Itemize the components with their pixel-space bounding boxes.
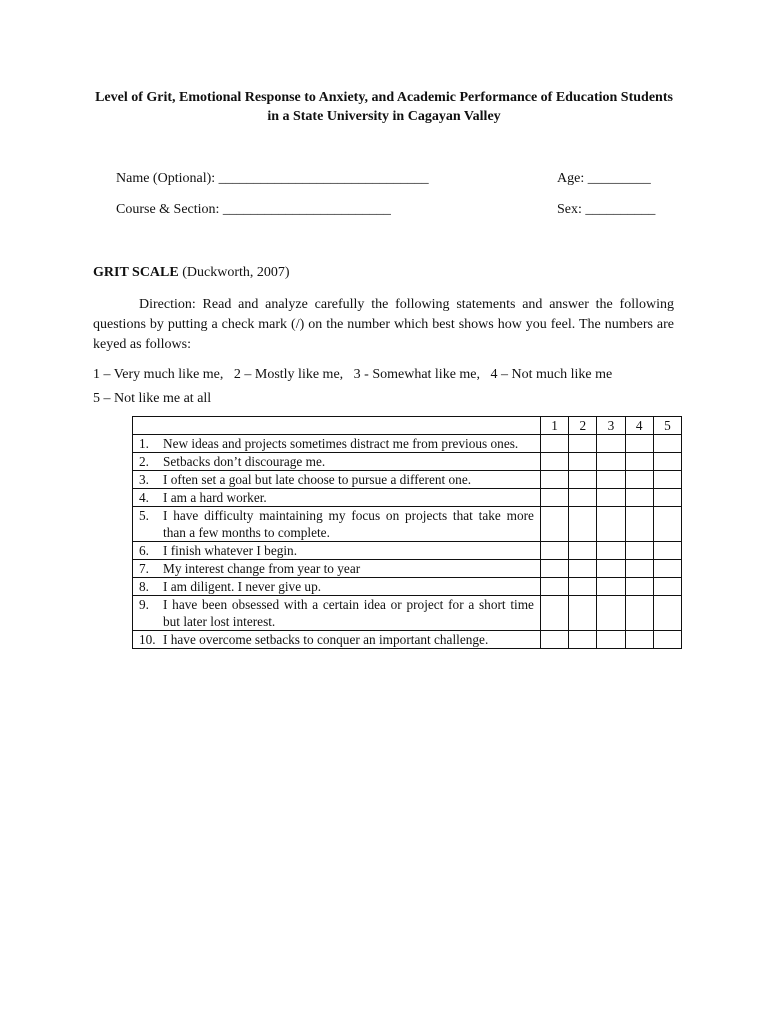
course-section-field[interactable]: Course & Section: ________________________	[116, 202, 391, 217]
rating-box-3[interactable]	[597, 471, 625, 489]
rating-box-1[interactable]	[540, 578, 568, 596]
item-number: 5.	[139, 508, 149, 523]
rating-box-1[interactable]	[540, 560, 568, 578]
table-header-row	[133, 417, 682, 435]
rating-box-2[interactable]	[569, 578, 597, 596]
rating-box-4[interactable]	[625, 542, 653, 560]
rating-box-2[interactable]	[569, 489, 597, 507]
statement-cell	[133, 596, 541, 631]
rating-box-3[interactable]	[597, 596, 625, 631]
rating-box-2[interactable]	[569, 507, 597, 542]
age-field[interactable]: Age: _________	[557, 171, 651, 186]
rating-box-2[interactable]	[569, 596, 597, 631]
item-number: 1.	[139, 436, 149, 451]
scale-title: GRIT SCALE	[93, 265, 179, 280]
rating-box-3[interactable]	[597, 489, 625, 507]
table-row	[133, 578, 682, 596]
column-header: 4	[625, 417, 653, 435]
rating-box-5[interactable]	[653, 489, 681, 507]
rating-box-4[interactable]	[625, 596, 653, 631]
column-header: 3	[597, 417, 625, 435]
rating-box-4[interactable]	[625, 489, 653, 507]
item-text: I have been obsessed with a certain idea or project for a short time but later lost interest.	[163, 597, 534, 629]
statement-item	[133, 507, 540, 541]
statement-cell	[133, 489, 541, 507]
rating-box-2[interactable]	[569, 542, 597, 560]
statement-cell	[133, 631, 541, 649]
rating-box-4[interactable]	[625, 435, 653, 453]
rating-box-4[interactable]	[625, 578, 653, 596]
sex-field[interactable]: Sex: __________	[557, 202, 656, 217]
rating-box-1[interactable]	[540, 596, 568, 631]
item-number: 9.	[139, 597, 149, 612]
name-field[interactable]: Name (Optional): ______________________________	[116, 171, 429, 186]
rating-box-1[interactable]	[540, 453, 568, 471]
rating-box-4[interactable]	[625, 631, 653, 649]
header-blank-cell	[133, 417, 541, 435]
column-header: 1	[540, 417, 568, 435]
statement-item	[133, 435, 540, 452]
rating-box-5[interactable]	[653, 435, 681, 453]
rating-box-2[interactable]	[569, 560, 597, 578]
table-row	[133, 489, 682, 507]
statement-cell	[133, 542, 541, 560]
rating-box-2[interactable]	[569, 453, 597, 471]
item-text: My interest change from year to year	[163, 561, 361, 576]
item-number: 6.	[139, 543, 149, 558]
item-text: New ideas and projects sometimes distract me from previous ones.	[163, 436, 519, 451]
table-row	[133, 507, 682, 542]
statement-item	[133, 578, 540, 595]
rating-box-2[interactable]	[569, 631, 597, 649]
item-number: 8.	[139, 579, 149, 594]
rating-box-3[interactable]	[597, 435, 625, 453]
statement-cell	[133, 453, 541, 471]
item-number: 10.	[139, 632, 156, 647]
rating-box-1[interactable]	[540, 435, 568, 453]
rating-box-4[interactable]	[625, 560, 653, 578]
statement-cell	[133, 507, 541, 542]
table-row	[133, 453, 682, 471]
statement-item	[133, 489, 540, 506]
table-row	[133, 435, 682, 453]
key-line-1: 1 – Very much like me, 2 – Mostly like me, 3 - Somewhat like me, 4 – Not much like me	[93, 367, 613, 382]
item-text: I am diligent. I never give up.	[163, 579, 322, 594]
table-row	[133, 560, 682, 578]
item-number: 4.	[139, 490, 149, 505]
item-text: Setbacks don’t discourage me.	[163, 454, 326, 469]
rating-box-5[interactable]	[653, 507, 681, 542]
item-text: I often set a goal but late choose to pursue a different one.	[163, 472, 472, 487]
item-text: I am a hard worker.	[163, 490, 267, 505]
statement-item	[133, 542, 540, 559]
rating-box-3[interactable]	[597, 507, 625, 542]
rating-box-2[interactable]	[569, 435, 597, 453]
rating-box-4[interactable]	[625, 471, 653, 489]
rating-box-3[interactable]	[597, 578, 625, 596]
rating-box-1[interactable]	[540, 542, 568, 560]
rating-box-1[interactable]	[540, 507, 568, 542]
statement-cell	[133, 471, 541, 489]
direction-paragraph: Direction: Read and analyze carefully the following statements and answer the following questions by putting a check mark (/) on the number which best shows how you feel. The numbers are keyed as follows:	[93, 297, 674, 352]
rating-box-4[interactable]	[625, 507, 653, 542]
statement-item	[133, 631, 540, 648]
statement-cell	[133, 578, 541, 596]
statement-cell	[133, 560, 541, 578]
table-row	[133, 542, 682, 560]
rating-box-3[interactable]	[597, 631, 625, 649]
statement-item	[133, 471, 540, 488]
item-text: I have overcome setbacks to conquer an important challenge.	[163, 632, 489, 647]
item-text: I have difficulty maintaining my focus on projects that take more than a few months to complete.	[163, 508, 534, 540]
section-heading	[93, 264, 290, 282]
rating-box-1[interactable]	[540, 631, 568, 649]
rating-box-5[interactable]	[653, 560, 681, 578]
item-text: I finish whatever I begin.	[163, 543, 298, 558]
rating-box-4[interactable]	[625, 453, 653, 471]
rating-box-5[interactable]	[653, 631, 681, 649]
item-number: 2.	[139, 454, 149, 469]
document-title: Level of Grit, Emotional Response to Anxiety, and Academic Performance of Education Students in a State University in Cagayan Valley	[95, 90, 673, 124]
item-number: 3.	[139, 472, 149, 487]
table-row	[133, 596, 682, 631]
rating-box-3[interactable]	[597, 560, 625, 578]
rating-box-5[interactable]	[653, 453, 681, 471]
statement-cell	[133, 435, 541, 453]
column-header: 2	[569, 417, 597, 435]
rating-box-5[interactable]	[653, 596, 681, 631]
scale-citation: (Duckworth, 2007)	[178, 265, 290, 280]
rating-box-5[interactable]	[653, 578, 681, 596]
column-header: 5	[653, 417, 681, 435]
table-row	[133, 471, 682, 489]
key-line-2: 5 – Not like me at all	[93, 391, 212, 406]
statement-item	[133, 560, 540, 577]
table-row	[133, 631, 682, 649]
rating-box-2[interactable]	[569, 471, 597, 489]
item-number: 7.	[139, 561, 149, 576]
statement-item	[133, 453, 540, 470]
grit-scale-table	[132, 416, 682, 649]
statement-item	[133, 596, 540, 630]
rating-box-1[interactable]	[540, 471, 568, 489]
rating-box-5[interactable]	[653, 542, 681, 560]
rating-box-3[interactable]	[597, 542, 625, 560]
rating-box-1[interactable]	[540, 489, 568, 507]
rating-box-3[interactable]	[597, 453, 625, 471]
rating-box-5[interactable]	[653, 471, 681, 489]
